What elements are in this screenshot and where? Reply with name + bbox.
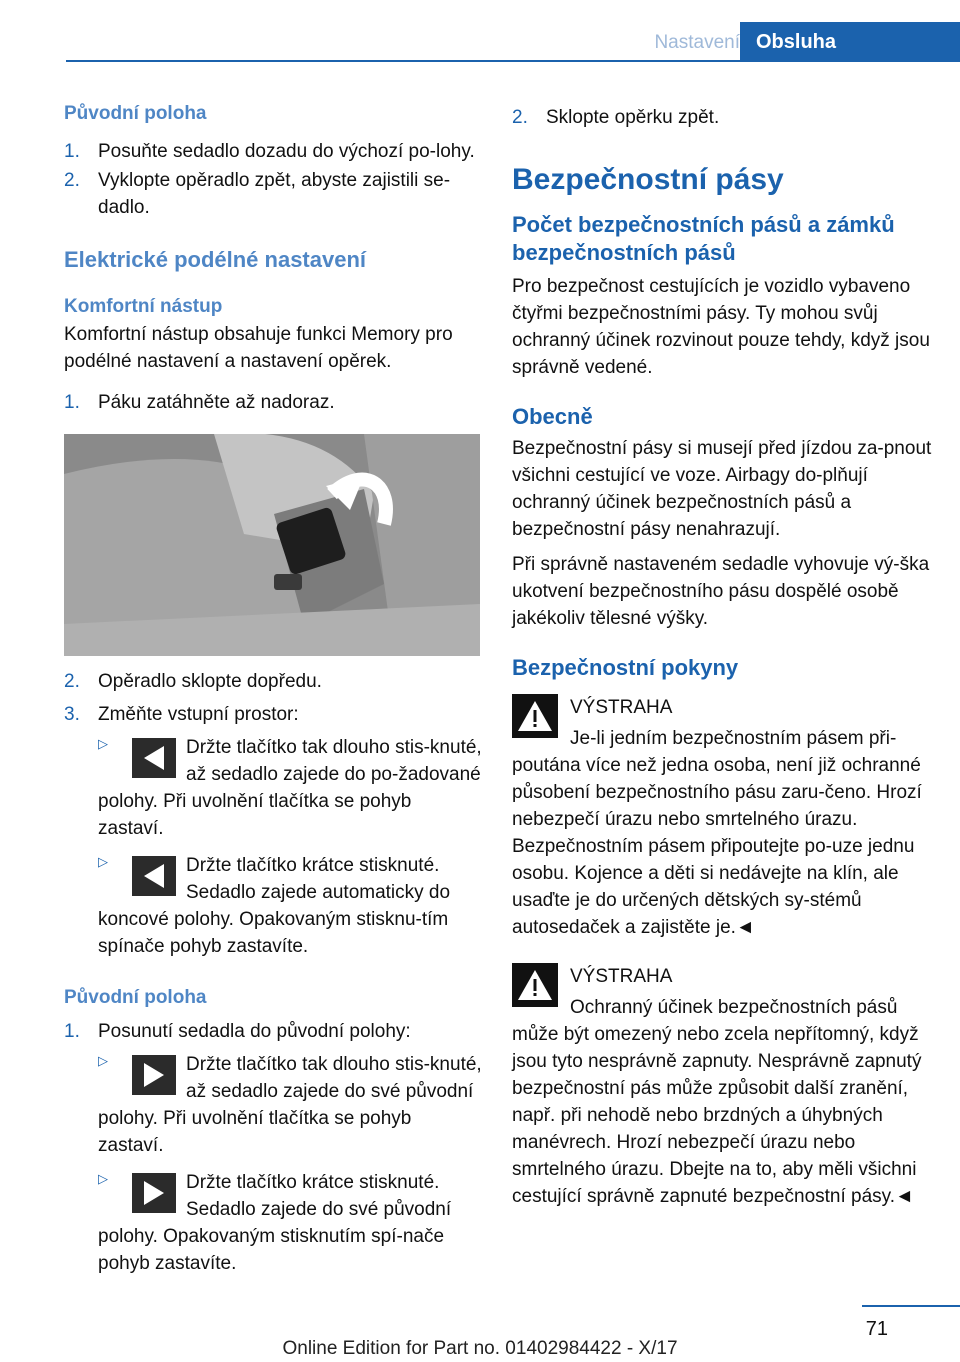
sub-item [98,852,482,960]
list-item [512,104,932,131]
list-number: 2. [64,170,80,191]
heading-puvodni-poloha: Původní poloha [64,987,207,1008]
obecne-text-1: Bezpečnostní pásy si musejí před jízdou za-pnout všichni cestující ve voze. Airbagy do-plňují ochranný účinek bezpečnostních pásů a bezpečnostní pásy nenahrazují. [512,438,932,540]
list-item [64,701,482,728]
list-number: 2. [64,671,80,692]
seat-forward-button-icon [132,1173,176,1213]
page-number: 71 [865,1318,888,1340]
list-item [64,668,482,695]
warning-label: VÝSTRAHA [570,697,673,718]
heading-obecne: Obecně [512,404,593,429]
warning-block [512,694,932,941]
heading-pocet-pasu: Počet bezpečnostních pásů a zámků bezpečnostních pásů [512,212,895,265]
seat-back-button-icon [132,856,176,896]
warning-text: Je-li jedním bezpečnostním pásem při-poutána více než jedna osoba, není již ochranné působení bezpečnostního pásu zaru-čeno. Hrozí nebezpečí úrazu nebo smrtelného úrazu. Bezpečnostním pásem připoutejte po-uze jednu osobu. Kojence a děti si nedávejte na klín, ale usaďte je do určených dětských sy-stémů autosedaček a zajistěte je.◄ [512,728,922,938]
warning-triangle-icon [512,694,558,738]
list-item-text: Páku zatáhněte až nadoraz. [98,392,335,413]
list-item-text: Posunutí sedadla do původní polohy: [98,1021,411,1042]
list-item-text: Změňte vstupní prostor: [98,704,299,725]
triangle-bullet-icon: ▷ [98,854,108,869]
list-number: 3. [64,704,80,725]
seat-lever-illustration [64,434,480,656]
heading-komfortni-nastup: Komfortní nástup [64,296,223,317]
heading-bezpecnostni-pasy: Bezpečnostní pásy [512,163,784,196]
sub-item [98,1051,482,1159]
list-item [64,389,482,416]
sub-item-text: Držte tlačítko krátce stisknuté. Sedadlo zajede automaticky do koncové polohy. Opakovaným stisknu-tím spínače pohyb zastavíte. [98,855,451,957]
pocet-text: Pro bezpečnost cestujících je vozidlo vybaveno čtyřmi bezpečnostními pásy. Ty mohou svůj ochranný účinek rozvinout pouze tehdy, když jsou správně vedené. [512,276,930,378]
heading-elektricke: Elektrické podélné nastavení [64,247,367,272]
list-number: 1. [64,392,80,413]
heading-bezpecnostni-pokyny: Bezpečnostní pokyny [512,655,739,680]
page-header [66,22,960,62]
left-column [64,100,482,1277]
list-number: 1. [64,141,80,162]
footer-rule [862,1305,960,1307]
list-item-text: Vyklopte opěradlo zpět, abyste zajistili se-dadlo. [98,170,451,218]
right-column [512,100,932,1210]
seat-lever-photo [64,434,480,656]
seat-forward-button-icon [132,1055,176,1095]
triangle-bullet-icon: ▷ [98,1053,108,1068]
sub-item [98,1169,482,1277]
list-item-text: Sklopte opěrku zpět. [546,107,720,128]
list-item-text: Opěradlo sklopte dopředu. [98,671,322,692]
heading-puvodni-poloha: Původní poloha [64,103,207,124]
tab-nastaveni[interactable]: Nastavení [654,32,740,53]
footer-edition: Online Edition for Part no. 01402984422 - X/17 [282,1338,678,1359]
tab-obsluha[interactable]: Obsluha [740,22,960,62]
list-item [64,1018,482,1045]
sub-item-text: Držte tlačítko tak dlouho stis-knuté, až sedadlo zajede do své původní polohy. Při uvolnění tlačítka se pohyb zastaví. [98,1054,482,1156]
triangle-bullet-icon: ▷ [98,1171,108,1186]
list-item [64,138,482,165]
list-item-text: Posuňte sedadlo dozadu do výchozí po-lohy. [98,141,475,162]
list-item [64,167,482,221]
warning-text: Ochranný účinek bezpečnostních pásů může být omezený nebo zcela nepřítomný, když jsou tyto nesprávně zapnuty. Nesprávně zapnutý bezpečnostní pás může způsobit další zranění, např. při nehodě nebo brzdných a úhybných manévrech. Hrozí nebezpečí úrazu nebo smrtelného úrazu. Dbejte na to, aby měli všichni cestující správně zapnuté bezpečnostní pásy.◄ [512,997,922,1207]
seat-back-button-icon [132,738,176,778]
list-number: 1. [64,1021,80,1042]
komfortni-text: Komfortní nástup obsahuje funkci Memory pro podélné nastavení a nastavení opěrek. [64,324,453,372]
sub-item-text: Držte tlačítko krátce stisknuté. Sedadlo zajede do své původní polohy. Opakovaným stisknutím spí-nače pohyb zastavíte. [98,1172,452,1274]
warning-label: VÝSTRAHA [570,966,673,987]
obecne-text-2: Při správně nastaveném sedadle vyhovuje vý-ška ukotvení bezpečnostního pásu dospělé osobě jakékoliv tělesné výšky. [512,554,930,629]
warning-block [512,963,932,1210]
triangle-bullet-icon: ▷ [98,736,108,751]
warning-triangle-icon [512,963,558,1007]
list-number: 2. [512,107,528,128]
sub-item [98,734,482,842]
sub-item-text: Držte tlačítko tak dlouho stis-knuté, až sedadlo zajede do po-žadované polohy. Při uvolnění tlačítka se pohyb zastaví. [98,737,482,839]
header-rule [66,60,960,62]
